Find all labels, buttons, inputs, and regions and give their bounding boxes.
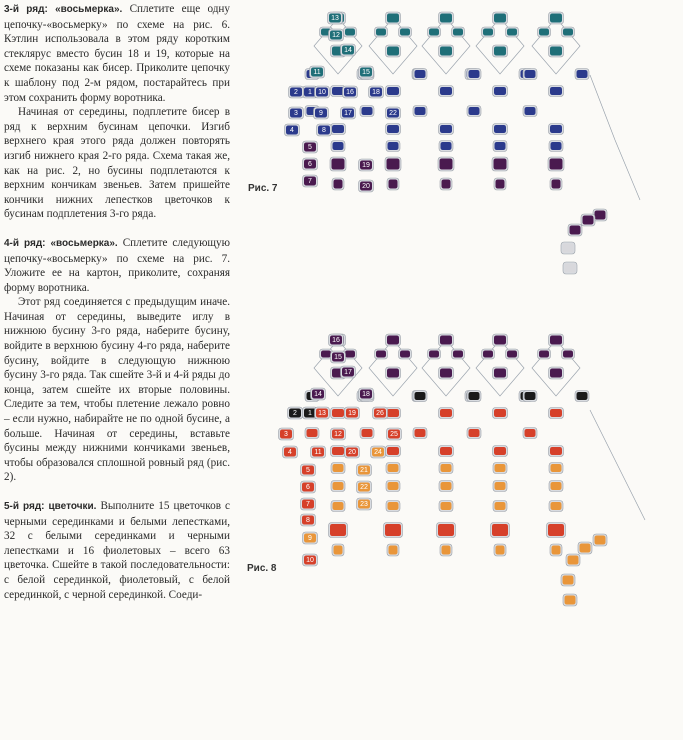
- svg-text:11: 11: [313, 69, 321, 76]
- row5-text: Выполните 15 цветочков с черными серединками и белыми лепестками, 32 с белыми серединками и черными лепестками и 16 фиолетовых – всего 63 цветочка. Сшейте в такой последовательности: с белой серединкой, фиолетовый, с белой серединкой, с черной серединкой. Соеди-: [4, 500, 231, 601]
- bead: [494, 178, 506, 190]
- fig8-label: Рис. 8: [247, 563, 277, 574]
- bead: [578, 542, 592, 554]
- svg-text:10: 10: [306, 557, 314, 564]
- svg-text:10: 10: [318, 89, 326, 96]
- svg-text:22: 22: [360, 484, 368, 491]
- bead: [439, 45, 454, 57]
- bead: [493, 408, 508, 419]
- row3-text: Сплетите еще одну цепочку-«восьмерку» по схеме на рис. 6. Кэтлин использовала в этом ряду коротким стеклярус вместо бусин 18 и 19, которые на схеме показаны как бисер. Приколите цепочку к шаблону под 2-м рядом, постарайтесь при этом сохранить форму воротника.: [4, 3, 230, 104]
- bead: [439, 86, 454, 97]
- bead-numbered: [331, 428, 346, 440]
- bead: [549, 86, 564, 97]
- bead: [492, 157, 508, 171]
- bead: [549, 124, 564, 135]
- bead: [360, 106, 374, 117]
- bead: [413, 428, 427, 439]
- bead: [331, 481, 345, 492]
- bead-numbered: [359, 388, 374, 400]
- bead-numbered: [301, 481, 316, 493]
- svg-text:3: 3: [294, 110, 298, 117]
- paragraph-row4-join: Этот ряд соединяется с предыдущим иначе. Начиная от середины, выведите иглу в нижнюю бусину 3-го ряда, наберите бусину, войдите в верхнюю бусину 4-го ряда, наберите бусину, войдите в следующую нижнюю бусину 3-го ряда. Так сшейте 3-й и 4-й ряды до конца, затем сшейте их вторые половины. Следите за тем, чтобы плетение лежало ровно – если нужно, набирайте не по одной бусине, а больше. Начиная от середины, вставьте бусины между нижними кончиками звеньев, чтобы образовался сплошной ровный ряд (рис. 2).: [4, 296, 230, 484]
- bead: [437, 523, 456, 538]
- fig7-label: Рис. 7: [248, 183, 278, 194]
- svg-text:1: 1: [308, 89, 312, 96]
- bead: [506, 27, 519, 37]
- bead: [575, 391, 589, 402]
- svg-text:23: 23: [360, 501, 368, 508]
- bead-numbered: [328, 12, 343, 24]
- row5-heading: 5-й ряд: цветочки.: [4, 501, 97, 512]
- svg-text:4: 4: [288, 449, 292, 456]
- bead: [428, 27, 441, 37]
- bead: [562, 27, 575, 37]
- bead-numbered: [345, 407, 360, 419]
- bead: [332, 178, 344, 190]
- svg-text:9: 9: [319, 110, 323, 117]
- svg-text:6: 6: [306, 484, 310, 491]
- svg-text:13: 13: [331, 15, 339, 22]
- svg-text:22: 22: [389, 110, 397, 117]
- bead-numbered: [301, 498, 316, 510]
- bead: [413, 391, 427, 402]
- svg-text:5: 5: [306, 467, 310, 474]
- bead: [439, 481, 453, 492]
- bead: [439, 367, 454, 379]
- bead: [331, 141, 345, 152]
- bead: [523, 391, 537, 402]
- bead: [305, 428, 319, 439]
- bead: [384, 523, 403, 538]
- bead: [386, 86, 401, 97]
- bead: [386, 124, 401, 135]
- svg-text:3: 3: [284, 431, 288, 438]
- bead-numbered: [357, 498, 372, 510]
- bead-numbered: [303, 175, 318, 187]
- bead: [566, 554, 580, 566]
- bead: [439, 124, 454, 135]
- svg-text:5: 5: [308, 144, 312, 151]
- svg-text:9: 9: [308, 535, 312, 542]
- svg-text:11: 11: [314, 449, 322, 456]
- bead-numbered: [311, 446, 326, 458]
- bead-top: [439, 334, 454, 346]
- bead-numbered: [357, 481, 372, 493]
- bead-top: [386, 12, 401, 24]
- bead: [549, 141, 563, 152]
- bead: [482, 349, 495, 359]
- bead: [467, 391, 481, 402]
- bead: [523, 428, 537, 439]
- bead: [547, 523, 566, 538]
- bead-numbered: [289, 86, 304, 98]
- bead: [386, 45, 401, 57]
- bead: [386, 463, 400, 474]
- bead: [493, 367, 508, 379]
- svg-text:17: 17: [344, 110, 352, 117]
- bead: [491, 523, 510, 538]
- bead: [548, 157, 564, 171]
- bead-numbered: [288, 407, 303, 419]
- bead: [467, 106, 481, 117]
- bead-top: [493, 334, 508, 346]
- bead: [331, 446, 346, 457]
- bead-numbered: [341, 366, 356, 378]
- bead: [593, 534, 607, 546]
- bead-top: [549, 12, 564, 24]
- bead: [428, 349, 441, 359]
- svg-text:14: 14: [314, 391, 322, 398]
- paragraph-row3-join: Начиная от середины, подплетите бисер в ряд к верхним бусинам цепочки. Изгиб верхнего края этого ряда должен повторять изгиб нижнего края 2-го ряда. Схема такая же, как на рис. 2, но бусины подплетаются к верхним кончикам звеньев. Затем пришейте кончики нижних лепестков цветочков к бусинам подплетения 3-го ряда.: [4, 106, 230, 221]
- bead: [506, 349, 519, 359]
- svg-text:18: 18: [372, 89, 380, 96]
- bead: [386, 367, 401, 379]
- bead: [440, 178, 452, 190]
- bead-numbered: [303, 532, 318, 544]
- bead: [413, 106, 427, 117]
- bead: [561, 574, 575, 586]
- svg-text:14: 14: [344, 47, 352, 54]
- bead: [549, 463, 563, 474]
- fig8-diagram: [279, 334, 646, 606]
- bead: [331, 124, 346, 135]
- bead: [332, 544, 344, 556]
- svg-text:18: 18: [362, 391, 370, 398]
- bead: [549, 501, 563, 512]
- bead-numbered: [285, 124, 300, 136]
- bead: [493, 463, 507, 474]
- row3-heading: 3-й ряд: «восьмерка».: [4, 4, 123, 15]
- bead-top: [386, 334, 401, 346]
- bead: [439, 463, 453, 474]
- bead-numbered: [301, 464, 316, 476]
- bead: [523, 69, 537, 80]
- bead: [494, 544, 506, 556]
- bead-numbered: [369, 86, 384, 98]
- svg-text:12: 12: [332, 32, 340, 39]
- bead: [549, 446, 564, 457]
- svg-text:21: 21: [360, 467, 368, 474]
- bead: [385, 157, 401, 171]
- bead-numbered: [311, 388, 326, 400]
- svg-text:20: 20: [362, 183, 370, 190]
- bead-numbered: [345, 446, 360, 458]
- svg-text:15: 15: [362, 69, 370, 76]
- bead: [493, 86, 508, 97]
- svg-text:13: 13: [318, 410, 326, 417]
- bead-numbered: [343, 86, 358, 98]
- bead: [387, 178, 399, 190]
- bead-numbered: [314, 107, 329, 119]
- bead: [399, 27, 412, 37]
- bead: [581, 214, 595, 226]
- svg-text:16: 16: [332, 337, 340, 344]
- bead: [563, 262, 577, 274]
- bead-numbered: [359, 66, 374, 78]
- bead-numbered: [303, 141, 318, 153]
- bead-top: [439, 12, 454, 24]
- bead-numbered: [329, 29, 344, 41]
- bead: [387, 544, 399, 556]
- svg-text:2: 2: [294, 89, 298, 96]
- bead: [386, 501, 400, 512]
- bead: [375, 27, 388, 37]
- bead: [575, 69, 589, 80]
- bead: [550, 544, 562, 556]
- bead: [523, 106, 537, 117]
- bead: [549, 367, 564, 379]
- svg-text:19: 19: [362, 162, 370, 169]
- bead-numbered: [329, 334, 344, 346]
- bead: [467, 69, 481, 80]
- bead: [452, 349, 465, 359]
- bead: [538, 27, 551, 37]
- bead: [375, 349, 388, 359]
- bead: [452, 27, 465, 37]
- bead-numbered: [315, 86, 330, 98]
- bead: [568, 224, 582, 236]
- svg-text:8: 8: [306, 517, 310, 524]
- bead: [549, 481, 563, 492]
- bead: [439, 446, 454, 457]
- bead-numbered: [289, 107, 304, 119]
- bead-numbered: [331, 351, 346, 363]
- bead: [438, 157, 454, 171]
- bead: [563, 594, 577, 606]
- svg-text:20: 20: [348, 449, 356, 456]
- bead-numbered: [357, 464, 372, 476]
- bead-numbered: [371, 446, 386, 458]
- bead: [330, 157, 346, 171]
- bead: [386, 446, 401, 457]
- bead-top: [493, 12, 508, 24]
- svg-text:15: 15: [334, 354, 342, 361]
- bead-numbered: [317, 124, 332, 136]
- bead: [331, 463, 345, 474]
- svg-text:6: 6: [308, 161, 312, 168]
- bead: [549, 45, 564, 57]
- bead: [482, 27, 495, 37]
- bead: [493, 45, 508, 57]
- bead-numbered: [279, 428, 294, 440]
- svg-text:26: 26: [376, 410, 384, 417]
- bead: [562, 349, 575, 359]
- bead-numbered: [315, 407, 330, 419]
- svg-text:2: 2: [293, 410, 297, 417]
- bead-numbered: [359, 159, 374, 171]
- svg-text:1: 1: [308, 410, 312, 417]
- bead: [493, 141, 507, 152]
- bead: [467, 428, 481, 439]
- svg-text:7: 7: [308, 178, 312, 185]
- bead: [439, 501, 453, 512]
- bead: [360, 428, 374, 439]
- bead: [329, 523, 348, 538]
- fig7-diagram: [285, 12, 641, 274]
- bead-numbered: [387, 428, 402, 440]
- svg-text:24: 24: [374, 449, 382, 456]
- bead-numbered: [301, 514, 316, 526]
- bead: [386, 481, 400, 492]
- bead: [344, 27, 357, 37]
- bead: [493, 124, 508, 135]
- bead-numbered: [341, 44, 356, 56]
- bead-numbered: [359, 180, 374, 192]
- row4-heading: 4-й ряд: «восьмерка».: [4, 237, 118, 249]
- svg-text:12: 12: [334, 431, 342, 438]
- bead: [399, 349, 412, 359]
- bead: [493, 446, 508, 457]
- bead: [386, 141, 400, 152]
- bead-numbered: [341, 107, 356, 119]
- bead: [440, 544, 452, 556]
- bead: [331, 408, 346, 419]
- bead: [413, 69, 427, 80]
- bead: [538, 349, 551, 359]
- bead: [331, 501, 345, 512]
- bead: [439, 408, 454, 419]
- svg-text:7: 7: [306, 501, 310, 508]
- svg-text:4: 4: [290, 127, 294, 134]
- bead: [493, 481, 507, 492]
- bead-numbered: [373, 407, 388, 419]
- bead: [493, 501, 507, 512]
- bead-numbered: [303, 554, 318, 566]
- bead-top: [549, 334, 564, 346]
- bead-numbered: [386, 107, 401, 119]
- bead-numbered: [310, 66, 325, 78]
- row4-text: Сплетите следующую цепочку-«восьмерку» по схеме на рис. 7. Уложите ее на картон, приколите, сохраняя форму воротника.: [4, 236, 230, 294]
- bead: [549, 408, 564, 419]
- svg-text:19: 19: [348, 410, 356, 417]
- svg-text:17: 17: [344, 369, 352, 376]
- svg-text:16: 16: [346, 89, 354, 96]
- bead: [561, 242, 575, 254]
- bead-numbered: [303, 158, 318, 170]
- bead-numbered: [283, 446, 298, 458]
- svg-text:25: 25: [390, 431, 398, 438]
- bead: [439, 141, 453, 152]
- bead: [550, 178, 562, 190]
- svg-text:8: 8: [322, 127, 326, 134]
